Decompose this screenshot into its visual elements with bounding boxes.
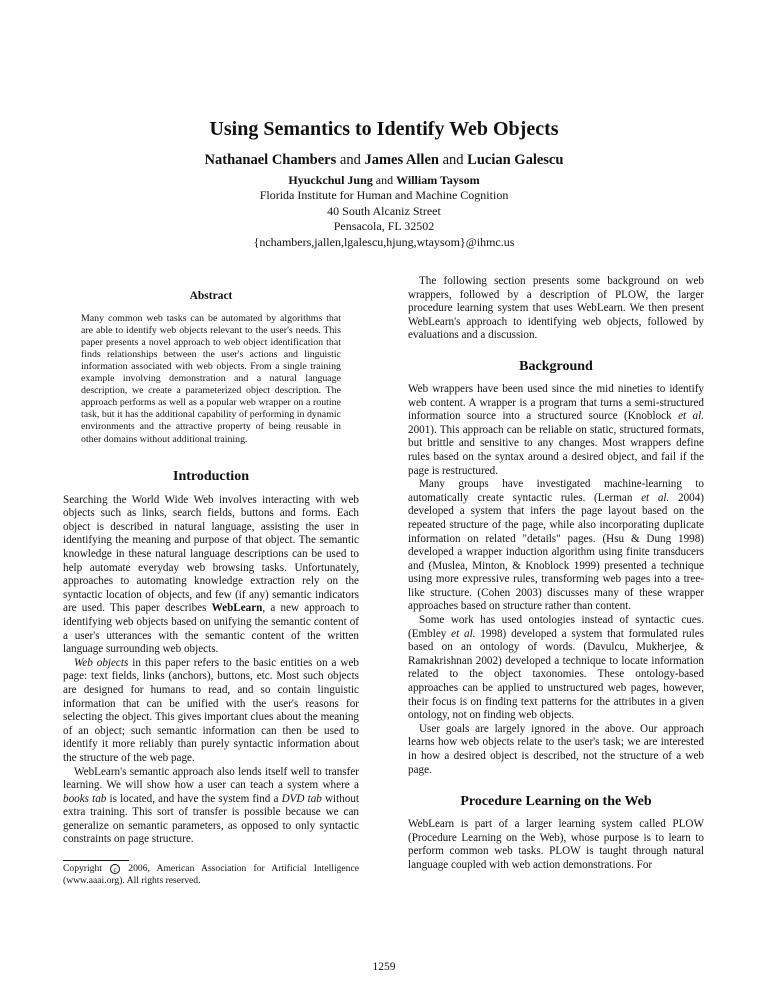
introduction-heading: Introduction <box>173 468 249 484</box>
text-run: 2001). This approach can be reliable on static, structured formats, but brittle and sensitive to any changes. Most wrappers define rules based on the syntax around a desired object, and fail if the page is restructured. <box>408 423 704 477</box>
affiliation-block <box>0 188 768 250</box>
author-name: James Allen <box>364 152 439 168</box>
procedure-paragraph-1: WebLearn is part of a larger learning system called PLOW (Procedure Learning on the Web), whose purpose is to learn to perform common web tasks. PLOW is taught through natural language coupled with web action demonstrations. For <box>408 818 704 871</box>
intro-paragraph-2 <box>63 657 359 766</box>
copyright-notice <box>63 860 359 887</box>
text-run: in this paper refers to the basic entities on a web page: text fields, links (anchors), buttons, etc. Most such objects are designed for humans to read, and so contain linguistic information that can be unified with the user's reasons for selecting the object. This gives important clues about the meaning of an object; such semantic information can then be used to identify it more reliably than purely syntactic information about the structure of the web page. <box>63 656 359 764</box>
affiliation-line: 40 South Alcaniz Street <box>327 203 441 218</box>
text-run: Many groups have investigated machine-learning to automatically create syntactic rules. (Lerman <box>408 478 704 504</box>
weblearn-term: WebLearn <box>211 602 263 615</box>
text-run: 2004) developed a system that infers the page layout based on the repeated structure of the page, while also incorporating duplicate information on related "details" pages. (Hsu & Dung 1998) developed a wrapper induction algorithm using finite transducers and (Muslea, Minton, & Knoblock 1999) presented a technique using more expressive rules, transforming web pages into a tree-like structure. (Cohen 2003) discusses many of these wrapper approaches based on structure rather than content. <box>408 491 705 613</box>
affiliation-line: Pensacola, FL 32502 <box>333 219 435 233</box>
author-name: Nathanael Chambers <box>204 152 337 168</box>
author-name: William Taysom <box>396 173 480 187</box>
author-name: Hyuckchul Jung <box>288 173 373 187</box>
text-run: , a new approach to identifying web objects based on unifying the semantic content of a user's utterances with the semantic content of the written language surrounding web objects. <box>63 602 359 656</box>
intro-paragraph-3 <box>63 766 359 848</box>
emphasis-term: et al. <box>641 491 670 504</box>
copyright-icon: c <box>110 864 120 874</box>
author-line-2 <box>0 172 768 188</box>
emphasis-term: books tab <box>63 792 107 805</box>
background-paragraph-3 <box>408 614 704 723</box>
right-column <box>408 275 704 873</box>
intro-paragraph-1 <box>63 494 359 657</box>
copyright-text: 2006, American Association for Artificial Intelligence (www.aaai.org). All rights reserved. <box>63 863 359 886</box>
text-run: Some work has used ontologies instead of syntactic cues. (Embley <box>408 614 704 640</box>
text-run: WebLearn's semantic approach also lends itself well to transfer learning. We will show how a user can teach a system where a <box>63 765 359 792</box>
author-emails: {nchambers,jallen,lgalescu,hjung,wtaysom}@ihmc.us <box>253 234 515 249</box>
author-and: and <box>339 152 361 168</box>
overview-paragraph: The following section presents some background on web wrappers, followed by a description of PLOW, the larger procedure learning system that uses WebLearn. We then present WebLearn's approach to identifying web objects, followed by evaluations and a discussion. <box>408 275 704 342</box>
left-column <box>63 290 359 847</box>
text-run: Web wrappers have been used since the mid nineties to identify web content. A wrapper is a program that turns a semi-structured information source into a structured source (Knoblock <box>408 382 704 423</box>
affiliation-line: Florida Institute for Human and Machine Cognition <box>259 188 509 202</box>
page-number: 1259 <box>372 961 396 973</box>
footnote-rule <box>63 860 129 861</box>
emphasis-term: Web objects <box>74 656 129 669</box>
text-run: is located, and have the system find a <box>106 792 282 805</box>
emphasis-term: et al. <box>678 410 704 423</box>
text-run: without extra training. This sort of transfer is possible because we can generalize on semantic parameters, as opposed to only syntactic constraints on page structure. <box>63 792 360 846</box>
background-paragraph-1 <box>408 383 704 478</box>
paper-title: Using Semantics to Identify Web Objects <box>209 118 559 140</box>
author-and: and <box>375 173 394 187</box>
text-run: Searching the World Wide Web involves interacting with web objects such as links, search fields, buttons and forms. Each object is described in natural language, assisting the user in identifying the meaning and purpose of that object. The semantic knowledge in these natural language descriptions can be used to help automate everyday web browsing tasks. Unfortunately, approaches to automating knowledge extraction rely on the syntactic location of objects, and few (if any) semantic indicators are used. This paper describes <box>63 493 359 615</box>
author-line-1 <box>0 151 768 169</box>
procedure-heading: Procedure Learning on the Web <box>460 794 652 810</box>
background-heading: Background <box>519 358 593 374</box>
text-run: 1998) developed a system that formulated rules based on an ontology of words. (Davulcu, Mukherjee, & Ramakrishnan 2002) developed a technique to locate information related to the object taxonomies. These ontology-based approaches can be applied to unstructured web pages, however, their focus is on finding text patterns for the attributes in a given ontology, not on finding web objects. <box>408 627 704 722</box>
author-name: Lucian Galescu <box>467 152 564 168</box>
emphasis-term: DVD tab <box>281 792 322 805</box>
abstract-heading: Abstract <box>189 290 233 302</box>
abstract-text: Many common web tasks can be automated by algorithms that are able to identify web objects relevant to the user's needs. This paper presents a novel approach to web object identification that finds relationships between the user's actions and linguistic information associated with web objects. From a single training example involving demonstration and a natural language description, we create a parameterized object description. The approach performs as well as a popular web wrapper on a routine task, but it has the additional capability of performing in dynamic environments and the attractive property of being reusable in other domains without additional training. <box>81 312 341 445</box>
background-paragraph-2 <box>408 478 704 614</box>
author-and: and <box>442 152 464 168</box>
copyright-label: Copyright <box>63 863 102 874</box>
emphasis-term: et al. <box>451 627 476 640</box>
background-paragraph-4: User goals are largely ignored in the above. Our approach learns how web objects relate to the user's task; we are interested in how a desired object is described, not the structure of a web page. <box>408 722 704 776</box>
